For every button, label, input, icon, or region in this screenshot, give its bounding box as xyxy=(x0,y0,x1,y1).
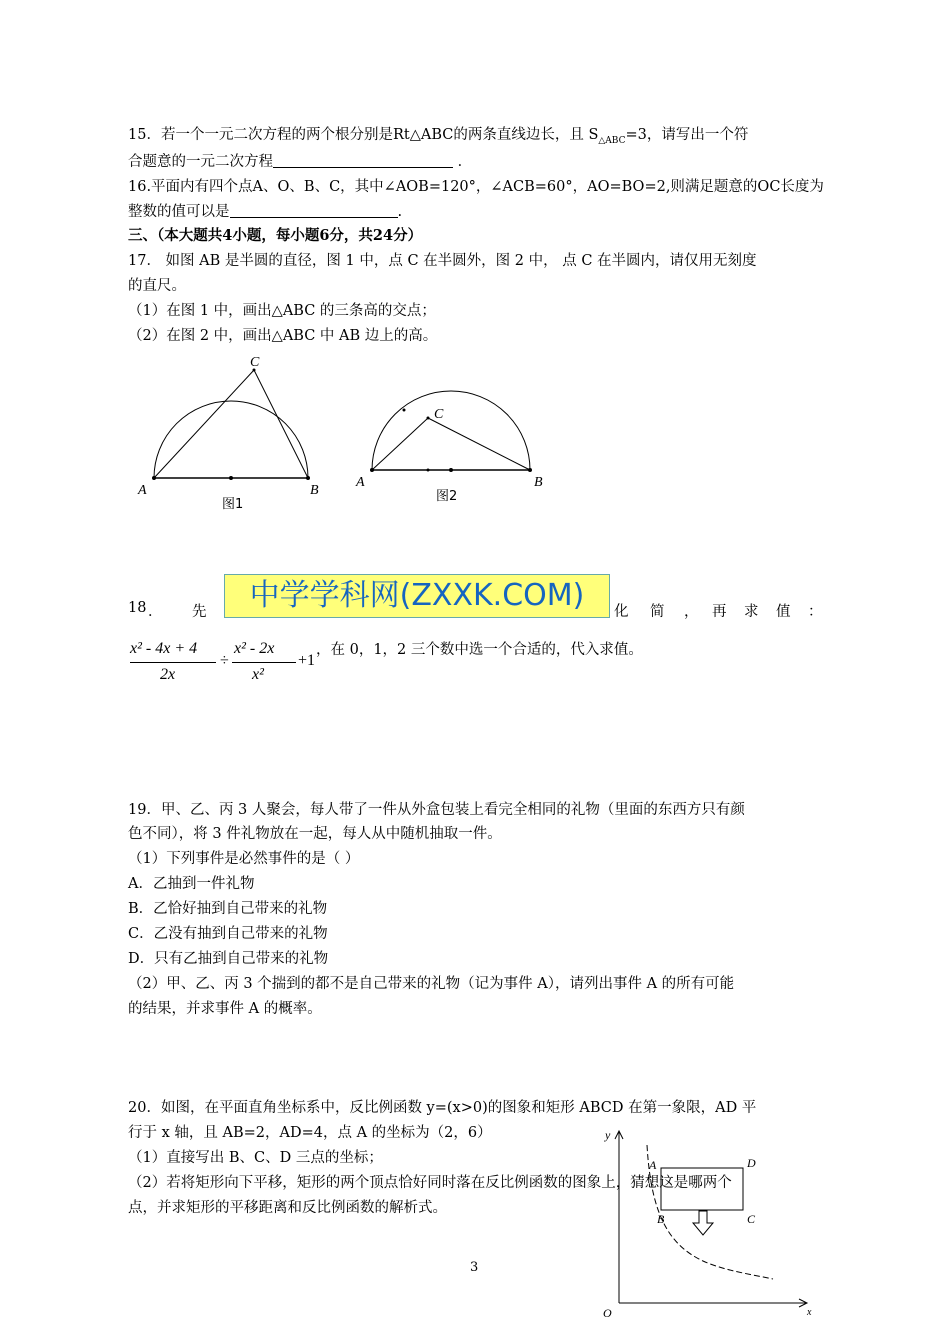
q18-xian: 先 xyxy=(192,604,207,620)
q19-option-d: D．只有乙抽到自己带来的礼物 xyxy=(128,951,329,967)
coordinate-figure xyxy=(595,1125,820,1335)
q20-part2a: （2）若将矩形向下平移，矩形的两个顶点恰好同时落在反比例函数的图象上，猜想这是哪两个 xyxy=(128,1175,732,1191)
y-axis-label: y xyxy=(605,1128,611,1142)
fraction-bar xyxy=(232,662,296,663)
q17-line2: 的直尺。 xyxy=(128,278,186,294)
plus-one: +1 xyxy=(298,652,316,669)
q18-zhi: 值 xyxy=(776,604,791,620)
q19-line1: 19．甲、乙、丙 3 人聚会，每人带了一件从外盒包装上看完全相同的礼物（里面的东西方只有颜 xyxy=(128,802,745,818)
figure-caption: 图2 xyxy=(436,489,458,504)
answer-blank[interactable] xyxy=(273,151,453,168)
point-b-label: B xyxy=(534,475,543,490)
q18-qiu: 求 xyxy=(744,604,759,620)
q18-comma: ， xyxy=(684,604,699,620)
point-c-label: C xyxy=(747,1212,756,1226)
point-a-label: A xyxy=(138,483,147,498)
fraction-1-denominator: 2x xyxy=(160,666,176,683)
q20-part1: （1）直接写出 B、C、D 三点的坐标； xyxy=(128,1150,383,1166)
point-c-label: C xyxy=(250,355,260,370)
q15-line1: 15．若一个一元二次方程的两个根分别是Rt△ABC的两条直线边长，且 $S_{\triangle ABC}=3$，请写出一个符 xyxy=(128,127,749,146)
fraction-1-numerator: x² - 4x + 4 xyxy=(130,640,198,657)
q19-line2: 色不同），将 3 件礼物放在一起，每人从中随机抽取一件。 xyxy=(128,826,502,842)
q15-line2: 合题意的一元二次方程 ． xyxy=(128,151,472,172)
watermark-logo: 中学学科网(ZXXK.COM) xyxy=(224,574,610,618)
q19-part1: （1）下列事件是必然事件的是（ ） xyxy=(128,851,360,867)
point-b-label: B xyxy=(657,1212,665,1226)
origin-label: O xyxy=(603,1306,612,1320)
point-b-label: B xyxy=(310,483,319,498)
x-axis-label: x xyxy=(807,1307,812,1318)
q18-jian: 简 xyxy=(650,604,665,620)
figure-1 xyxy=(130,350,330,520)
figure-2 xyxy=(350,390,560,520)
q19-part2b: 的结果，并求事件 A 的概率。 xyxy=(128,1001,322,1017)
answer-blank[interactable] xyxy=(230,201,398,218)
q20-part2b: 点，并求矩形的平移距离和反比例函数的解析式。 xyxy=(128,1200,447,1216)
q18-colon: ： xyxy=(808,604,823,620)
q17-line1: 17． 如图 AB 是半圆的直径，图 1 中，点 C 在半圆外，图 2 中， 点 C 在半圆内，请仅用无刻度 xyxy=(128,253,757,269)
fraction-bar xyxy=(130,662,216,663)
divide-sign: ÷ xyxy=(220,652,229,669)
point-c-label: C xyxy=(434,407,444,422)
q20-line1: 20．如图，在平面直角坐标系中，反比例函数 y=(x>0)的图象和矩形 ABCD 在第一象限，AD 平 xyxy=(128,1100,757,1116)
q18-number: 18 xyxy=(128,600,147,616)
q18-zai: 再 xyxy=(712,604,727,620)
q18-hua: 化 xyxy=(614,604,629,620)
q20-line2: 行于 x 轴，且 AB=2，AD=4，点 A 的坐标为（2，6） xyxy=(128,1125,492,1141)
section-heading: 三、（本大题共4小题，每小题6分，共24分） xyxy=(128,227,423,244)
page-number: 3 xyxy=(470,1260,479,1275)
point-a-label: A xyxy=(356,475,365,490)
q18-tail: ，在 0，1，2 三个数中选一个合适的，代入求值。 xyxy=(316,642,643,658)
q17-part1: （1）在图 1 中，画出△ABC 的三条高的交点； xyxy=(128,303,436,319)
q16-line1: 16.平面内有四个点A、O、B、C，其中∠AOB=120°，∠ACB=60°，AO=BO=2,则满足题意的OC长度为 xyxy=(128,179,824,195)
q19-option-b: B．乙恰好抽到自己带来的礼物 xyxy=(128,901,328,917)
q16-line2: 整数的值可以是 . xyxy=(128,201,402,222)
fraction-2-numerator: x² - 2x xyxy=(234,640,275,657)
q19-option-a: A．乙抽到一件礼物 xyxy=(128,876,255,892)
point-a-label: A xyxy=(649,1158,657,1172)
fraction-2-denominator: x² xyxy=(252,666,264,683)
figure-caption: 图1 xyxy=(222,497,244,512)
q19-part2a: （2）甲、乙、丙 3 个揣到的都不是自己带来的礼物（记为事件 A），请列出事件 A 的所有可能 xyxy=(128,976,735,992)
q19-option-c: C．乙没有抽到自己带来的礼物 xyxy=(128,926,328,942)
q17-part2: （2）在图 2 中，画出△ABC 中 AB 边上的高。 xyxy=(128,328,438,344)
point-d-label: D xyxy=(747,1156,756,1170)
